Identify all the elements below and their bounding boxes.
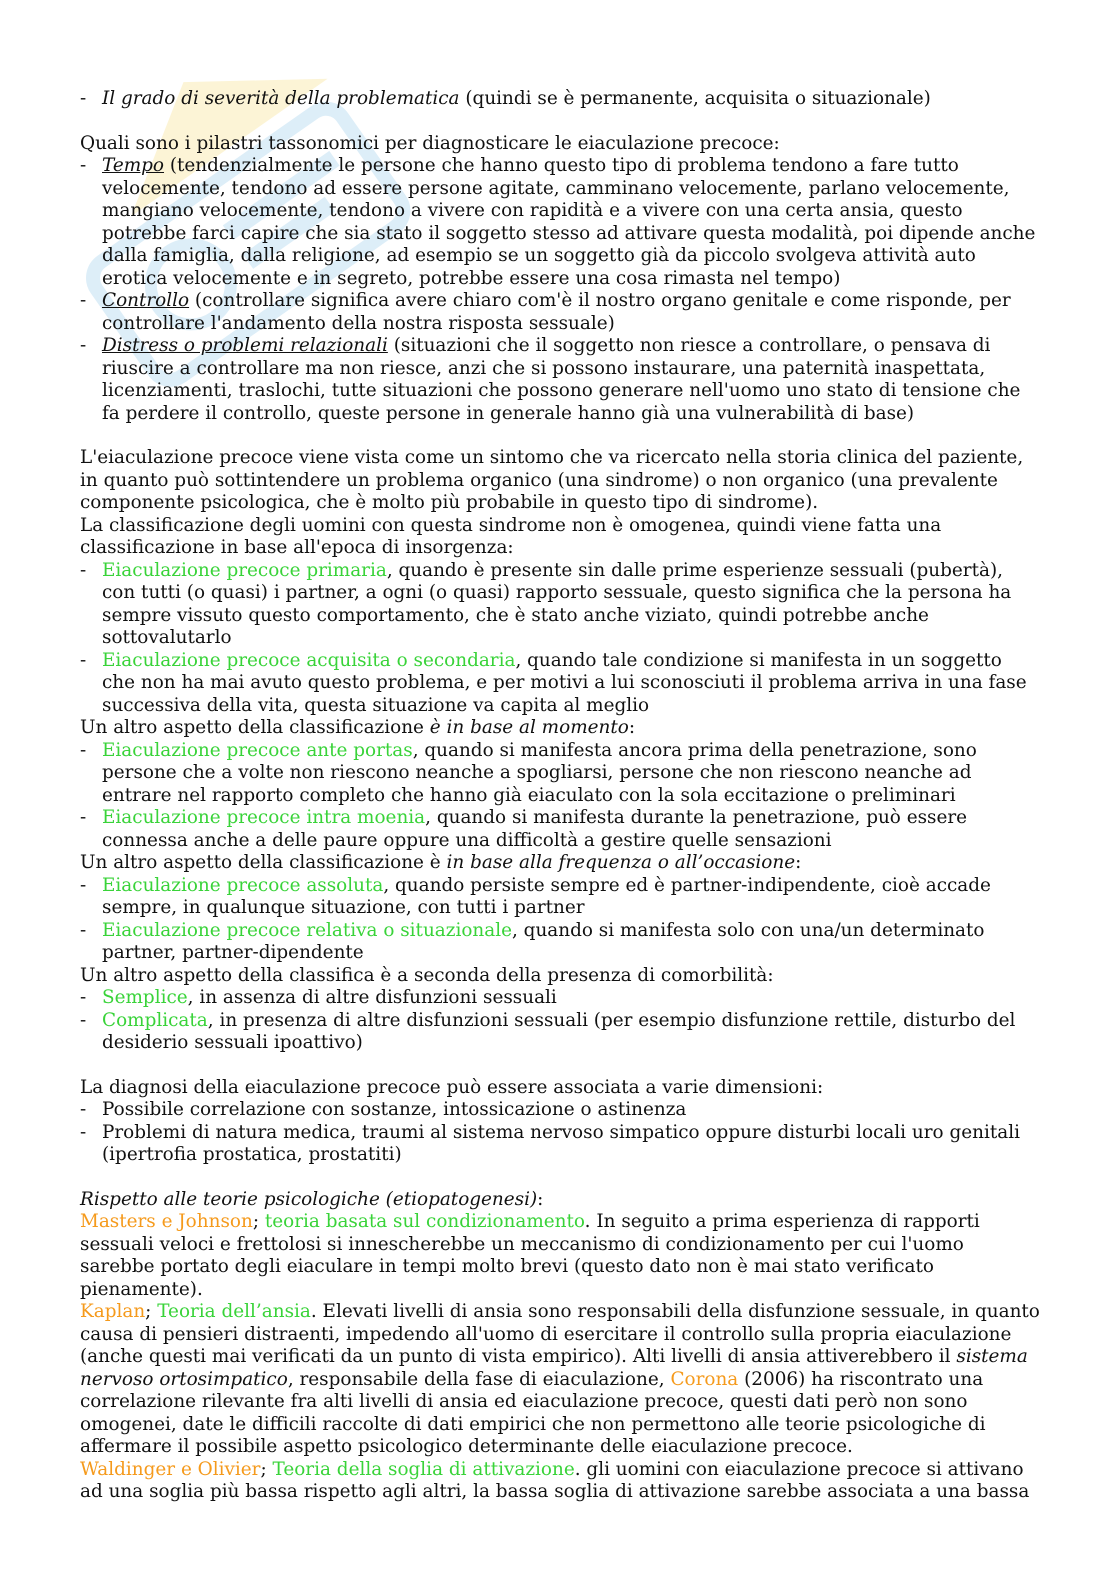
separator: ; (252, 1211, 265, 1232)
separator: ; (145, 1301, 158, 1322)
list-item (80, 740, 1040, 808)
item-text: (controllare significa avere chiaro com'è il nostro organo genitale e come risponde, per controllare l'andamento della nostra risposta sessuale) (102, 290, 1011, 334)
frequency-intro (80, 852, 1040, 875)
list-item (80, 807, 1040, 852)
intro-italic: in base alla frequenza o all’occasione (446, 852, 796, 873)
list-item: - Possibile correlazione con sostanze, intossicazione o astinenza (80, 1099, 1040, 1122)
term-highlight: Complicata (102, 1009, 208, 1031)
list-item (80, 290, 1040, 335)
intro-text: Un altro aspetto della classificazione è (80, 852, 447, 873)
list-item (80, 335, 1040, 425)
symptom-paragraph: L'eiaculazione precoce viene vista come un sintomo che va ricercato nella storia clinica del paziente, in quanto può sottintendere un problema organico (una sindrome) o non organico (una prevalente componente psicologica, che è molto più probabile in questo tipo di sindrome). (80, 447, 1024, 513)
intro-colon: : (795, 852, 802, 873)
author-highlight: Masters e Johnson (80, 1211, 253, 1232)
theory-text: , responsabile della fase di eiaculazione, (287, 1368, 671, 1390)
diagnosis-list (80, 1099, 1040, 1167)
list-item (80, 1010, 1040, 1055)
theory-highlight: Teoria dell’ansia (157, 1301, 311, 1322)
pillars-list (80, 155, 1040, 425)
item-text: , quando persiste sempre ed è partner-indipendente, cioè accade sempre, in qualunque situazione, con tutti i partner (102, 874, 991, 918)
term-highlight: Eiaculazione precoce ante portas (102, 739, 413, 761)
theories-heading (80, 1189, 1040, 1212)
diagnosis-intro: La diagnosi della eiaculazione precoce può essere associata a varie dimensioni: (80, 1076, 824, 1098)
theory-italic: sistema nervoso ortosimpatico (80, 1346, 1028, 1390)
list-item (80, 560, 1040, 650)
comorbidity-list (80, 987, 1040, 1055)
term-highlight: Semplice (102, 987, 188, 1008)
term-highlight: Eiaculazione precoce relativa o situazionale (102, 919, 512, 941)
theory-text: . In seguito a prima esperienza di rapporti sessuali veloci e frettolosi si innescherebbe un meccanismo di condizionamento per cui l'uomo sarebbe portato degli eiaculare in tempi molto brevi (questo dato non è mai stato verificato pienamente). (80, 1211, 980, 1300)
term-highlight: Eiaculazione precoce assoluta (102, 874, 384, 896)
list-item (80, 88, 1040, 111)
list-item (80, 155, 1040, 290)
heading-italic: Rispetto alle teorie psicologiche (etiopatogenesi) (80, 1188, 538, 1210)
term-highlight: Eiaculazione precoce acquisita o secondaria (102, 649, 516, 671)
item-text: , quando si manifesta solo con una/un determinato partner, partner-dipendente (102, 919, 985, 963)
item-text: , quando si manifesta durante la penetrazione, può essere connessa anche a delle paure oppure una difficoltà a gestire quelle sensazioni (102, 807, 968, 851)
heading-colon: : (537, 1188, 544, 1210)
list-item (80, 987, 1040, 1010)
theory-highlight: teoria basata sul condizionamento (264, 1211, 585, 1232)
separator: ; (260, 1458, 273, 1480)
item-text: , quando si manifesta ancora prima della penetrazione, sono persone che a volte non riescono neanche a spogliarsi, persone che non riescono neanche ad entrare nel rapporto completo che hanno già eiaculato con la sola eccitazione o preliminari (102, 739, 977, 806)
classification-intro: La classificazione degli uomini con questa sindrome non è omogenea, quindi viene fatta una classificazione in base all'epoca di insorgenza: (80, 514, 942, 558)
theory-masters (80, 1211, 1040, 1301)
author-highlight: Kaplan (80, 1301, 146, 1322)
onset-list (80, 560, 1040, 718)
item-title: Controllo (102, 290, 190, 311)
list-item: - Problemi di natura medica, traumi al sistema nervoso simpatico oppure disturbi locali uro genitali (ipertrofia prostatica, prostatiti) (80, 1122, 1040, 1167)
item-text: , quando è presente sin dalle prime esperienze sessuali (pubertà), con tutti (o quasi) i partner, a ogni (o quasi) rapporto sessuale, questo significa che la persona ha sempre vissuto questo comportamento, che è stato anche viziato, quindi potrebbe anche sottovalutarlo (102, 559, 1012, 648)
pillars-heading: Quali sono i pilastri tassonomici per diagnosticare le eiaculazione precoce: (80, 132, 780, 154)
theory-text: (2006) ha riscontrato una correlazione rilevante fra alti livelli di ansia ed eiaculazione precoce, questi dati però non sono omogenei, date le difficili raccolte di dati empirici che non permettono alle teorie psicologiche di affermare il possibile aspetto psicologico determinante delle eiaculazione precoce. (80, 1368, 986, 1457)
list-item (80, 650, 1040, 718)
item-text: , in presenza di altre disfunzioni sessuali (per esempio disfunzione rettile, disturbo del desiderio sessuali ipoattivo) (102, 1009, 1016, 1053)
list-item (80, 920, 1040, 965)
item-text: , in assenza di altre disfunzioni sessuali (187, 987, 557, 1008)
item-text: (quindi se è permanente, acquisita o situazionale) (459, 88, 931, 109)
theory-text: . gli uomini con eiaculazione precoce si attivano ad una soglia più bassa rispetto agli altri, la bassa soglia di attivazione sarebbe associata a una bassa (80, 1458, 1030, 1502)
document-page (80, 88, 1040, 1504)
intro-italic: è in base al momento (429, 717, 629, 738)
intro-colon: : (628, 717, 636, 738)
item-title: Distress o problemi relazionali (102, 335, 388, 356)
intro-text: Un altro aspetto della classificazione (80, 717, 430, 738)
author-highlight: Waldinger e Olivier (80, 1458, 261, 1480)
theory-highlight: Teoria della soglia di attivazione (272, 1458, 575, 1480)
list-item (80, 875, 1040, 920)
item-text: (tendenzialmente le persone che hanno questo tipo di problema tendono a fare tutto velocemente, tendono ad essere persone agitate, camminano velocemente, parlano velocemente, mangiano velocemente, tendono a vivere con rapidità e a vivere con una certa ansia, questo potrebbe farci capire che sia stato il soggetto stesso ad attivare questa modalità, poi dipende anche dalla famiglia, dalla religione, ad esempio se un soggetto già da piccolo svolgeva attività auto erotica velocemente e in segreto, potrebbe essere una cosa rimasta nel tempo) (102, 155, 1036, 289)
term-highlight: Eiaculazione precoce intra moenia (102, 807, 426, 828)
moment-intro (80, 717, 1040, 740)
item-title: Il grado di severità della problematica (102, 88, 460, 109)
term-highlight: Eiaculazione precoce primaria (102, 559, 387, 581)
theory-text: . Elevati livelli di ansia sono responsabili della disfunzione sessuale, in quanto causa di pensieri distraenti, impedendo all'uomo di esercitare il controllo sulla propria eiaculazione (anche questi mai verificati da un punto di vista empirico). Alti livelli di ansia attiverebbero il (80, 1301, 1040, 1367)
intro-list (80, 88, 1040, 111)
comorbidity-intro: Un altro aspetto della classifica è a seconda della presenza di comorbilità: (80, 964, 774, 986)
moment-list (80, 740, 1040, 853)
item-text: (situazioni che il soggetto non riesce a controllare, o pensava di riuscire a controllare ma non riesce, anzi che si possono instaurare, una paternità inaspettata, licenziamenti, traslochi, tutte situazioni che possono generare nell'uomo uno stato di tensione che fa perdere il controllo, queste persone in generale hanno già una vulnerabilità di base) (102, 335, 1021, 424)
author-highlight: Corona (670, 1368, 739, 1390)
theory-waldinger (80, 1459, 1040, 1504)
frequency-list (80, 875, 1040, 965)
theory-kaplan (80, 1301, 1040, 1459)
item-title: Tempo (102, 155, 165, 176)
item-text: , quando tale condizione si manifesta in un soggetto che non ha mai avuto questo problema, e per motivi a lui sconosciuti il problema arriva in una fase successiva della vita, questa situazione va capita al meglio (102, 649, 1027, 716)
